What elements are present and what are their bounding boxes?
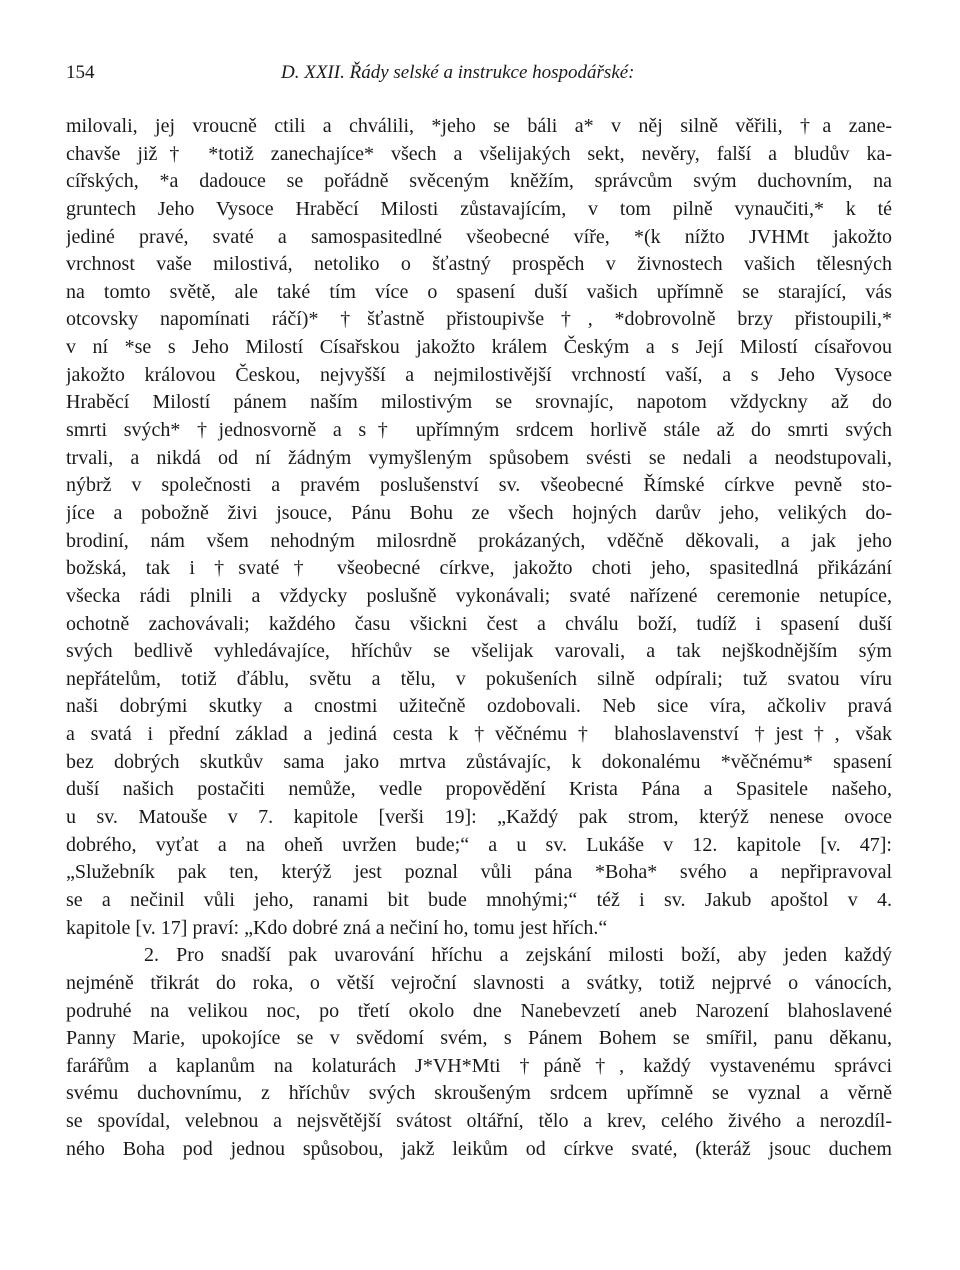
text-line: „Služebník pak ten, kterýž jest poznal vůli pána *Boha* svého a nepřipravoval — [66, 861, 892, 884]
text-line: milovali, jej vroucně ctili a chválili, *jeho se báli a* v něj silně věřili, †a zane- — [66, 115, 892, 137]
text-line: na tomto světě, ale také tím více o spasení duší vašich upřímně se starající, vás — [66, 280, 892, 303]
text-line: naši dobrými skutky a cnostmi užitečně ozdobovali. Neb sice víra, ačkoliv pravá — [66, 695, 892, 718]
body-text — [66, 113, 892, 1163]
text-line: božská, tak i †svaté† všeobecné církve, jakožto choti jeho, spasitedlná přikázání — [66, 557, 892, 580]
text-line: u sv. Matouše v 7. kapitole [verši 19]: „Každý pak strom, kterýž nenese ovoce — [66, 806, 892, 829]
text-line: všecka rádi plnili a vždycky poslušně vykonávali; svaté nařízené ceremonie netupíce, — [66, 584, 892, 607]
text-line: duší našich postačiti nemůže, vedle propovědění Krista Pána a Spasitele našeho, — [66, 778, 892, 801]
text-line: jediné pravé, svaté a samospasitedlné všeobecné víře, *(k nížto JVHMt jakožto — [66, 225, 892, 248]
paragraph-start-line: 2. Pro snadší pak uvarování hříchu a zejskání milosti boží, aby jeden každý — [144, 944, 892, 967]
text-line: nejméně třikrát do roka, o větší vejroční slavnosti a svátky, totiž nejprvé o vánocích, — [66, 971, 892, 994]
text-line: se a nečinil vůli jeho, ranami bit bude mnohými;“ též i sv. Jakub apoštol v 4. — [66, 888, 892, 911]
text-line: podruhé na velikou noc, po třetí okolo dne Nanebevzetí aneb Narození blahoslavené — [66, 999, 892, 1022]
text-line: se spovídal, velebnou a nejsvětější svátost oltářní, tělo a krev, celého živého a nerozdíl- — [66, 1110, 892, 1133]
text-line: otcovsky napomínati ráčí)* †šťastně přistoupivše†, *dobrovolně brzy přistoupili,* — [66, 308, 892, 331]
text-line: gruntech Jeho Vysoce Hraběcí Milosti zůstavajícím, v tom pilně vynaučiti,* k té — [66, 197, 892, 220]
text-line: ochotně zachovávali; každého času všickni čest a chválu boží, tudíž i spasení duší — [66, 612, 892, 635]
text-line: chavše již† *totiž zanechajíce* všech a všelijakých sekt, nevěry, falší a bludův ka- — [66, 142, 892, 165]
text-line: bez dobrých skutkův sama jako mrtva zůstávajíc, k dokonalému *věčnému* spasení — [66, 750, 892, 773]
text-line: svých bedlivě vyhledávajíce, hříchův se všelijak varovali, a tak nejškodnějším sým — [66, 640, 892, 663]
text-line: jakožto královou Českou, nejvyšší a nejmilostivější vrchností vaší, a s Jeho Vysoce — [66, 363, 892, 386]
text-line: jíce a pobožně živi jsouce, Pánu Bohu ze všech hojných darův jeho, velikých do- — [66, 501, 892, 524]
text-line: vrchnost vaše milostivá, netoliko o šťastný prospěch v živnostech vašich tělesných — [66, 253, 892, 276]
text-line: dobrého, vyťat a na oheň uvržen bude;“ a u sv. Lukáše v 12. kapitole [v. 47]: — [66, 833, 892, 856]
text-line: nýbrž v společnosti a pravém poslušenství sv. všeobecné Římské církve pevně sto- — [66, 474, 892, 497]
text-line: smrti svých* †jednosvorně a s† upřímným srdcem horlivě stále až do smrti svých — [66, 419, 892, 442]
text-line: v ní *se s Jeho Milostí Císařskou jakožto králem Českým a s Její Milostí císařovou — [66, 336, 892, 359]
running-head: D. XXII. Řády selské a instrukce hospodářské: — [281, 62, 635, 83]
text-line: farářům a kaplanům na kolaturách J*VH*Mti †páně†, každý vystavenému správci — [66, 1054, 892, 1077]
text-line: brodiní, nám všem nehodným milosrdně prokázaných, vděčně děkovali, a jak jeho — [66, 529, 892, 552]
text-line: ného Boha pod jednou spůsobou, jakž leikům od církve svaté, (kteráž jsouc duchem — [66, 1137, 892, 1160]
page-header — [66, 62, 890, 92]
text-line: cířských, *a dadouce se pořádně svěceným kněžím, správcům svým duchovním, na — [66, 170, 892, 193]
text-line: nepřátelům, totiž ďáblu, světu a tělu, v pokušeních silně odpírali; tuž svatou víru — [66, 667, 892, 690]
text-line: svému duchovnímu, z hříchův svých skroušeným srdcem upřímně se vyznal a věrně — [66, 1082, 892, 1105]
text-line: kapitole [v. 17] praví: „Kdo dobré zná a nečiní ho, tomu jest hřích.“ — [66, 916, 608, 939]
text-line: a svatá i přední základ a jediná cesta k †věčnému† blahoslavenství †jest†, však — [66, 723, 892, 746]
text-line: Panny Marie, upokojíce se v svědomí svém, s Pánem Bohem se smířil, panu děkanu, — [66, 1027, 892, 1050]
page-number: 154 — [66, 62, 95, 83]
text-line: trvali, a nikdá od ní žádným vymyšleným spůsobem svésti se nedali a neodstupovali, — [66, 446, 892, 469]
text-line: Hraběcí Milostí pánem naším milostivým se srovnajíc, napotom vždyckny až do — [66, 391, 892, 414]
